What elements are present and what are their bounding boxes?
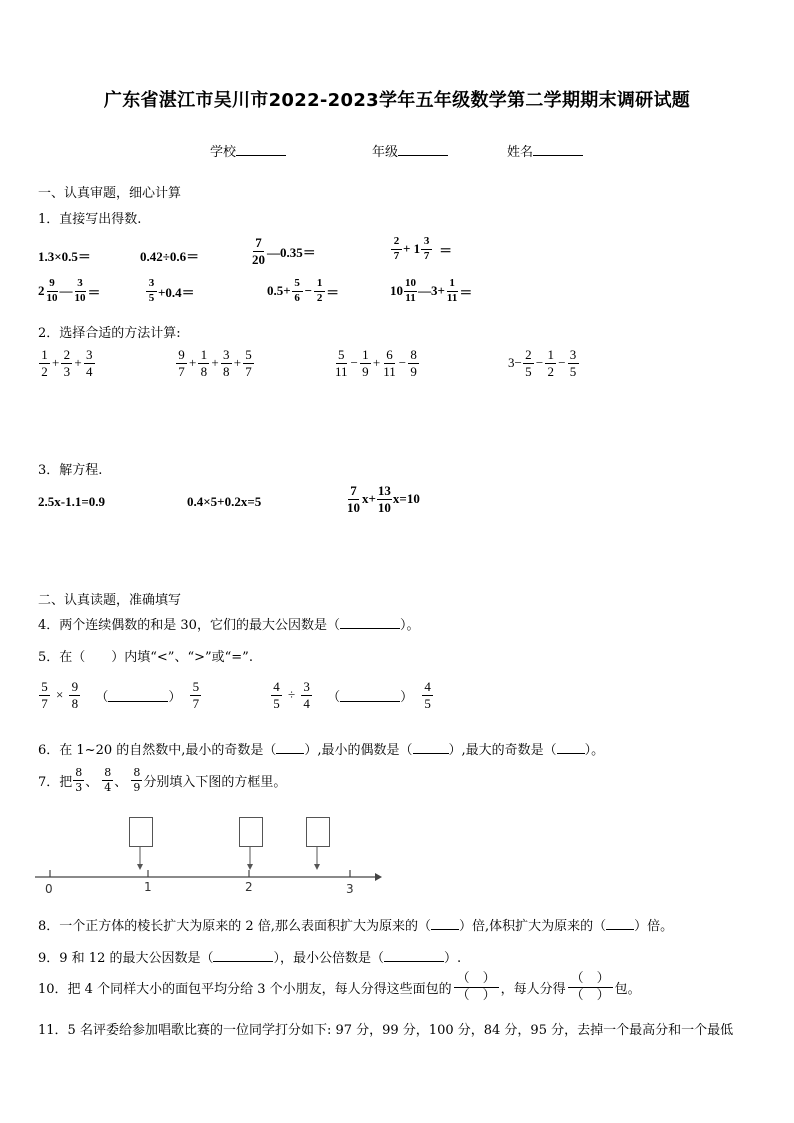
name-label: 姓名: [507, 145, 534, 160]
q1-expr-8: 10 $\frac{10}{11}$ —3+ $\frac{1}{11}$ ＝: [390, 277, 473, 304]
q8: 8．一个正方体的棱长扩大为原来的 2 倍,那么表面积扩大为原来的（ ）倍,体积扩大为原来的（ ）倍。: [38, 919, 674, 934]
operator: −: [398, 355, 407, 371]
name-blank[interactable]: [533, 142, 583, 156]
q1-expr-6: $\frac{3}{5}$ +0.4＝: [145, 278, 195, 304]
school-field[interactable]: [210, 141, 286, 160]
q10-fraction-blank-2[interactable]: （ ） （ ）: [568, 972, 613, 1004]
name-field[interactable]: [507, 141, 583, 160]
number-line: [30, 840, 390, 900]
operator: +: [372, 355, 381, 371]
q2-expr-b: [175, 348, 255, 378]
q9-blank-1[interactable]: [213, 949, 273, 962]
operator: −: [350, 355, 358, 371]
fraction: $\frac{1}{9}$: [360, 348, 371, 378]
q5-compare-b: $\frac{4}{5}$ ÷ $\frac{3}{4}$ （ ） $\frac{4}{5}$: [270, 680, 434, 710]
fraction: $\frac{9}{7}$: [176, 348, 187, 378]
fraction: $\frac{1}{8}$: [198, 348, 209, 378]
fraction: $\frac{2}{5}$: [523, 348, 534, 378]
tick-label-2: 2: [245, 880, 253, 894]
tick-label-1: 1: [144, 880, 152, 894]
fraction: $\frac{3}{8}$: [221, 348, 232, 378]
q6-blank-3[interactable]: [557, 741, 585, 754]
fraction: $\frac{5}{7}$: [243, 348, 254, 378]
q8-blank-1[interactable]: [431, 917, 459, 930]
fraction: $\frac{1}{2}$: [545, 348, 556, 378]
q3-eq-1: 2.5x-1.1=0.9: [38, 494, 105, 509]
q6-blank-1[interactable]: [276, 741, 304, 754]
q2-expr-a: [38, 348, 96, 378]
operator: +: [52, 355, 60, 371]
operator: +: [189, 355, 197, 371]
fraction: $\frac{3}{5}$: [568, 348, 579, 378]
operator: −: [535, 355, 544, 371]
q1-expr-7: 0.5+ $\frac{5}{6}$ − $\frac{1}{2}$ ＝: [267, 277, 340, 304]
fraction: $\frac{8}{9}$: [408, 348, 419, 378]
operator: +: [74, 355, 82, 371]
q6: 6．在 1~20 的自然数中,最小的奇数是（ ）,最小的偶数是（ ）,最大的奇数是（ ）。: [38, 743, 605, 758]
q6-blank-2[interactable]: [413, 741, 449, 754]
fraction: $\frac{3}{4}$: [84, 348, 95, 378]
q1-expr-4: $\frac{2}{7}$ + 1 $\frac{3}{7}$ ＝: [390, 236, 452, 262]
section-1-heading: 一、认真审题，细心计算: [38, 186, 182, 201]
school-label: 学校: [210, 145, 237, 160]
q3-label: 3．解方程.: [38, 463, 103, 478]
operator: +: [233, 355, 242, 371]
fraction: $\frac{6}{11}$: [383, 347, 396, 379]
q3-eq-3: $\frac{7}{10}$ x+ $\frac{13}{10}$ x=10: [347, 483, 420, 515]
q5-compare-a: $\frac{5}{7}$ × $\frac{9}{8}$ （ ） $\frac{5}{7}$: [38, 680, 202, 710]
grade-blank[interactable]: [398, 142, 448, 156]
q2-expr-d: 3− $\frac{2}{5}$ − $\frac{1}{2}$ − $\frac{3}{5}$: [508, 348, 580, 378]
q2-label: 2．选择合适的方法计算:: [38, 326, 181, 341]
q1-expr-2: 0.42÷0.6＝: [140, 249, 200, 264]
fraction: $\frac{5}{11}$: [335, 347, 348, 379]
grade-label: 年级: [372, 145, 399, 160]
q7: 7．把 $\frac{8}{3}$ 、 $\frac{8}{4}$ 、 $\frac{8}{9}$ 分别填入下图的方框里。: [38, 766, 287, 794]
operator: +: [211, 355, 219, 371]
q9-blank-2[interactable]: [384, 949, 444, 962]
fraction: $\frac{1}{2}$: [39, 348, 50, 378]
fraction: $\frac{2}{3}$: [61, 348, 72, 378]
page-title: 广东省湛江市吴川市2022-2023学年五年级数学第二学期期末调研试题: [103, 90, 691, 111]
tick-label-3: 3: [346, 882, 354, 896]
q4: 4．两个连续偶数的和是 30，它们的最大公因数是（ ）。: [38, 618, 420, 633]
q5-a-answer-blank[interactable]: [108, 689, 168, 702]
q8-blank-2[interactable]: [606, 917, 634, 930]
q4-answer-blank[interactable]: [340, 616, 400, 629]
operator: −: [558, 355, 566, 371]
q1-expr-1: 1.3×0.5＝: [38, 249, 91, 264]
q11: 11．5 名评委给参加唱歌比赛的一位同学打分如下: 97 分，99 分，100 分，84 分，95 分，去掉一个最高分和一个最低: [38, 1023, 734, 1038]
school-blank[interactable]: [236, 142, 286, 156]
section-2-heading: 二、认真读题，准确填写: [38, 593, 182, 608]
q9: 9．9 和 12 的最大公因数是（ ），最小公倍数是（ ）.: [38, 951, 462, 966]
q10: 10．把 4 个同样大小的面包平均分给 3 个小朋友，每人分得这些面包的 （ ） （ ） ，每人分得 （ ） （ ） 包。: [38, 971, 641, 1004]
q10-fraction-blank-1[interactable]: （ ） （ ）: [454, 972, 499, 1004]
q1-expr-5: 2 $\frac{9}{10}$ — $\frac{3}{10}$ ＝: [38, 277, 101, 304]
q5-label: 5．在（ ）内填“<”、“>”或“=”.: [38, 650, 253, 665]
q2-expr-c: [333, 348, 420, 378]
q1-label: 1．直接写出得数.: [38, 212, 142, 227]
grade-field[interactable]: [372, 141, 448, 160]
q5-b-answer-blank[interactable]: [340, 689, 400, 702]
q3-eq-2: 0.4×5+0.2x=5: [187, 494, 262, 509]
q1-expr-3: $\frac{7}{20}$ —0.35＝: [252, 235, 316, 267]
tick-label-0: 0: [45, 882, 53, 896]
